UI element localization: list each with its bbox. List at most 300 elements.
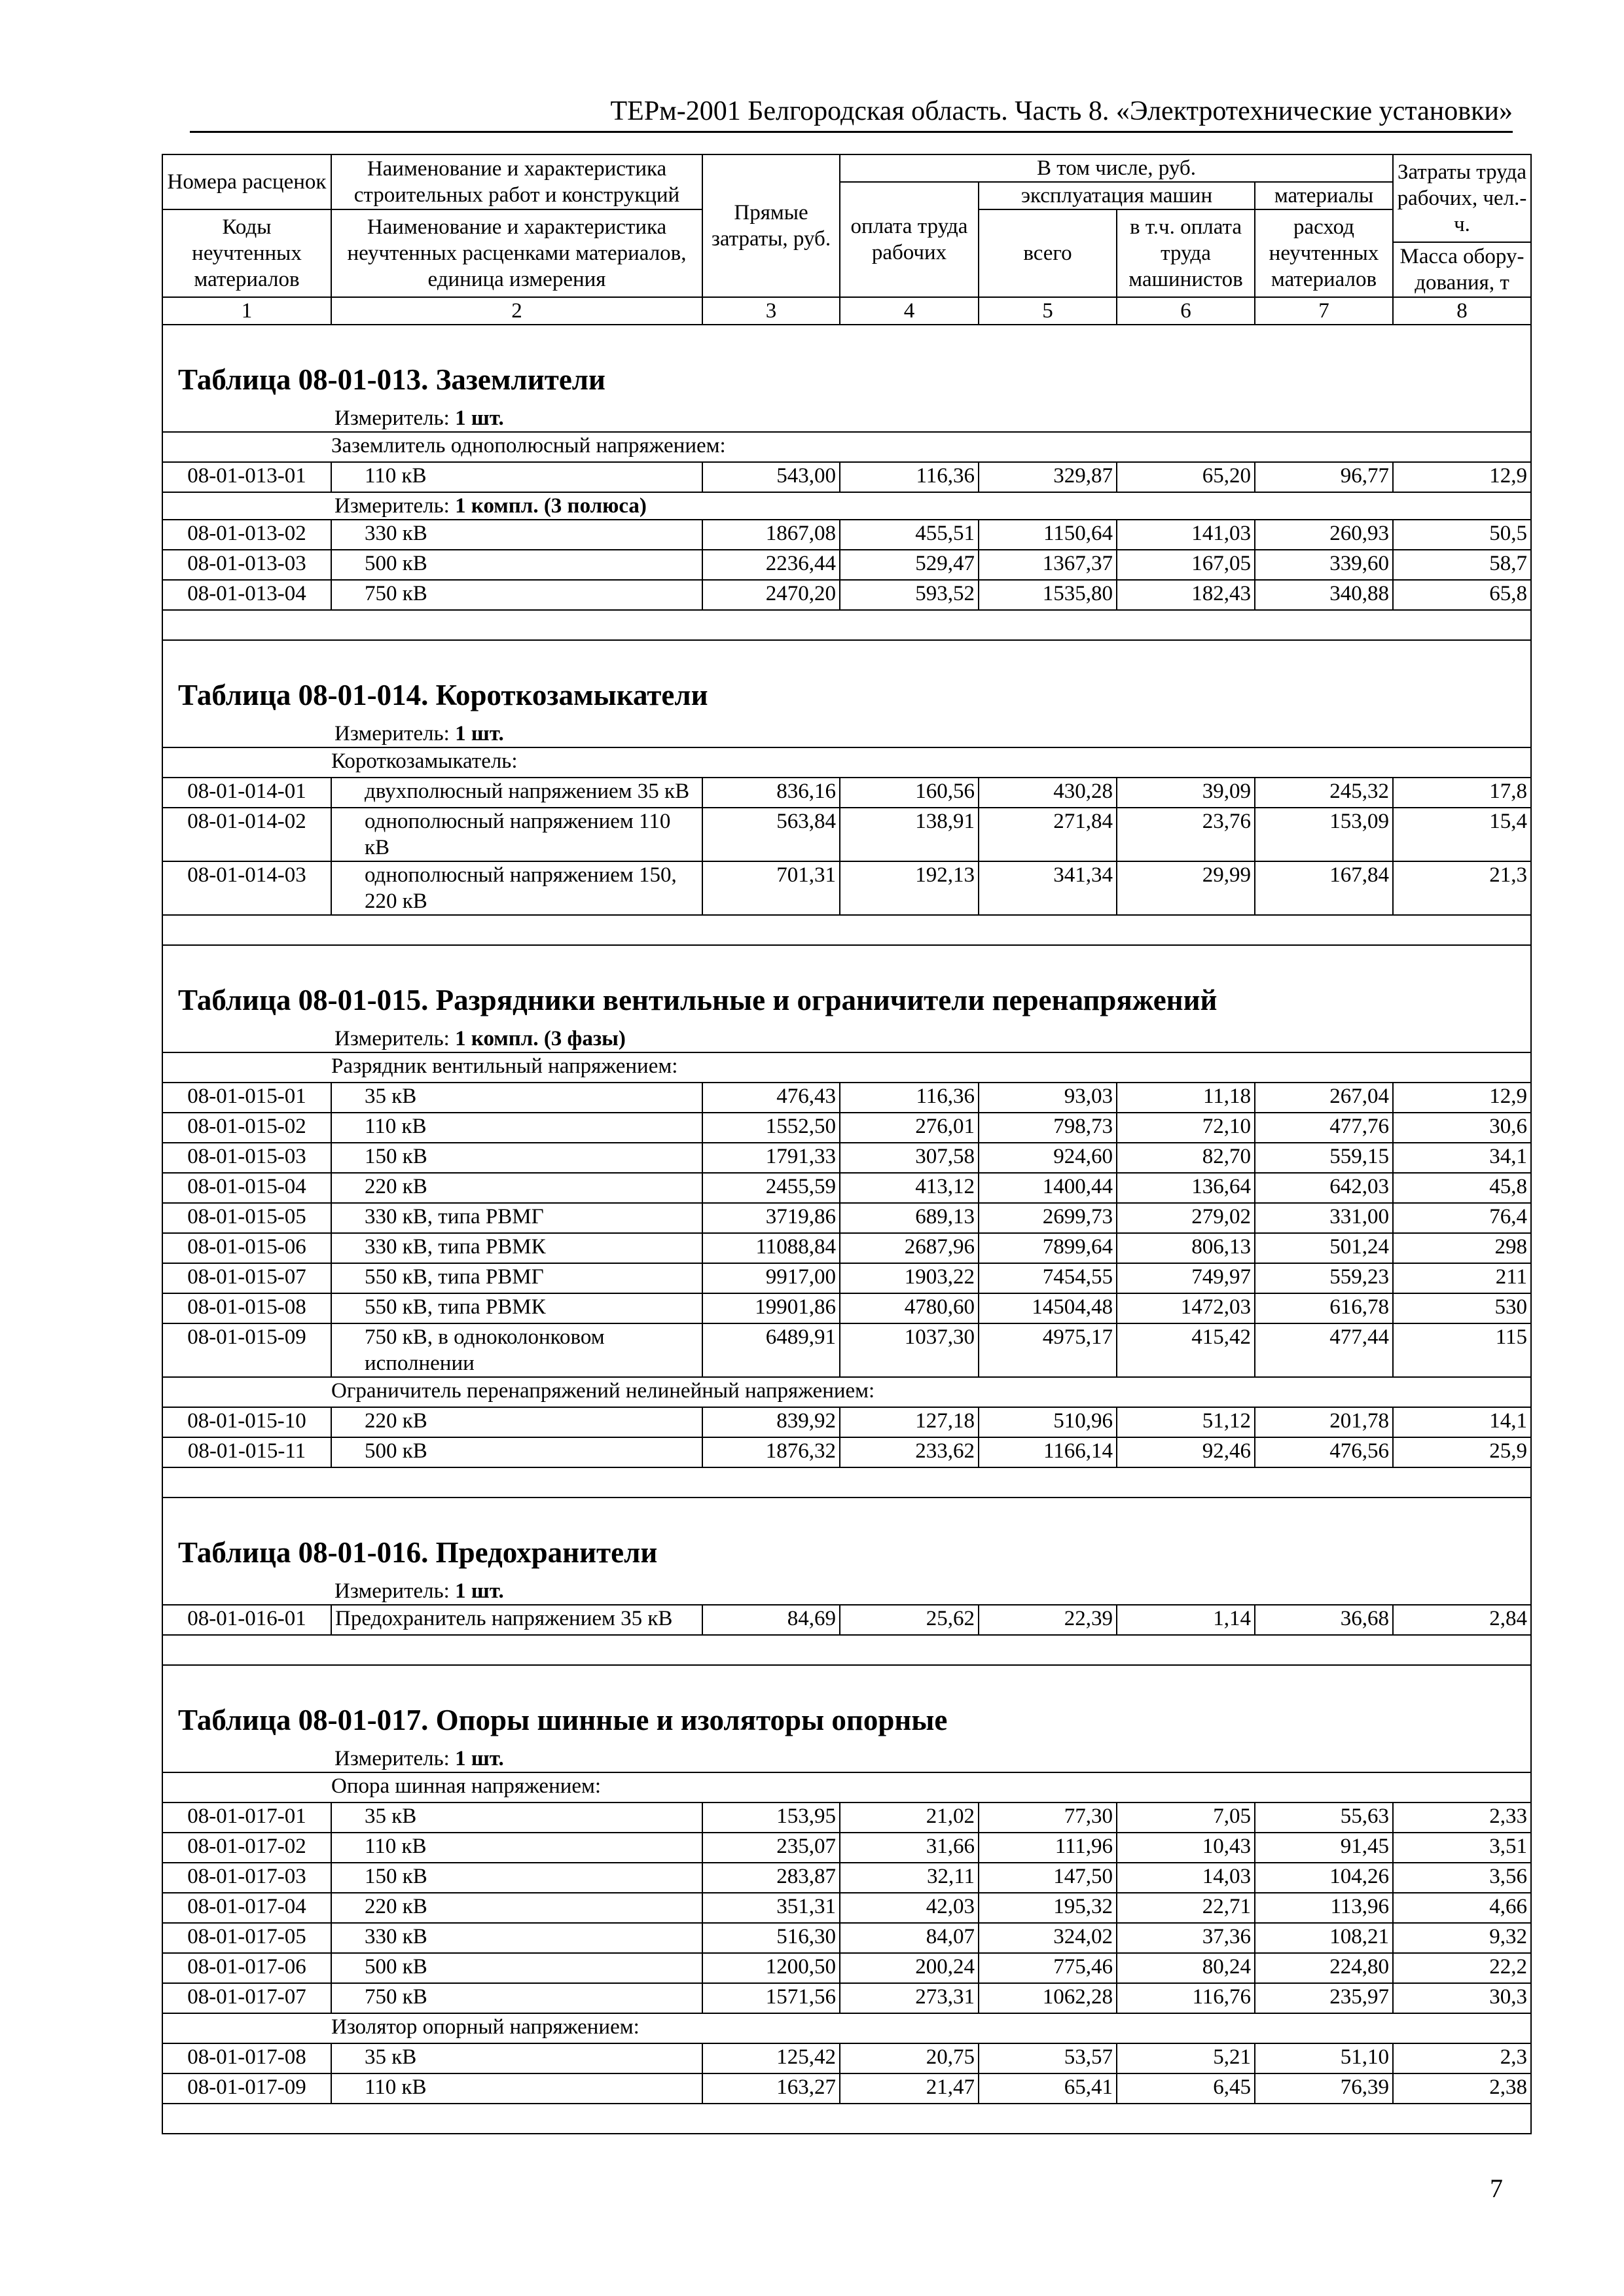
machines-total: 1400,44 xyxy=(979,1173,1117,1203)
labor-pay: 138,91 xyxy=(840,808,979,861)
materials-cost: 113,96 xyxy=(1255,1893,1393,1923)
rate-code: 08-01-015-02 xyxy=(162,1113,331,1143)
machines-total: 341,34 xyxy=(979,861,1117,915)
labor-hours: 50,5 xyxy=(1393,520,1531,550)
table-row xyxy=(162,462,1531,492)
direct-cost: 153,95 xyxy=(702,1803,840,1833)
labor-hours: 25,9 xyxy=(1393,1437,1531,1467)
measure-cell xyxy=(162,1026,1531,1052)
machinists-pay: 92,46 xyxy=(1117,1437,1255,1467)
labor-pay: 4780,60 xyxy=(840,1293,979,1323)
measure-label: Измеритель: xyxy=(334,406,450,430)
machinists-pay: 415,42 xyxy=(1117,1323,1255,1377)
machinists-pay: 6,45 xyxy=(1117,2073,1255,2104)
work-name: 35 кВ xyxy=(331,2043,702,2073)
direct-cost: 1200,50 xyxy=(702,1953,840,1983)
rate-code: 08-01-017-04 xyxy=(162,1893,331,1923)
machines-total: 1367,37 xyxy=(979,550,1117,580)
table-row xyxy=(162,861,1531,915)
direct-cost: 2455,59 xyxy=(702,1173,840,1203)
machines-total: 14504,48 xyxy=(979,1293,1117,1323)
spacer-cell xyxy=(162,1635,1531,1665)
rate-code: 08-01-015-11 xyxy=(162,1437,331,1467)
col5-header: всего xyxy=(979,209,1117,297)
col8-header-top: Затраты труда рабочих, чел.-ч. xyxy=(1393,154,1531,242)
work-name: 500 кВ xyxy=(331,1437,702,1467)
machinists-pay: 279,02 xyxy=(1117,1203,1255,1233)
direct-cost: 6489,91 xyxy=(702,1323,840,1377)
spacer-cell xyxy=(162,915,1531,945)
section-title-row xyxy=(162,640,1531,721)
materials-cost: 267,04 xyxy=(1255,1083,1393,1113)
section-title: Таблица 08-01-017. Опоры шинные и изоляторы опорные xyxy=(178,1704,948,1736)
rate-code: 08-01-017-08 xyxy=(162,2043,331,2073)
labor-hours: 12,9 xyxy=(1393,1083,1531,1113)
work-name: двухполюсный напряжением 35 кВ xyxy=(331,778,702,808)
materials-cost: 477,76 xyxy=(1255,1113,1393,1143)
table-row xyxy=(162,778,1531,808)
machines-total: 324,02 xyxy=(979,1923,1117,1953)
materials-cost: 201,78 xyxy=(1255,1407,1393,1437)
materials-cost: 108,21 xyxy=(1255,1923,1393,1953)
rate-code: 08-01-016-01 xyxy=(162,1605,331,1635)
group-row xyxy=(162,1052,1531,1083)
rate-code: 08-01-017-09 xyxy=(162,2073,331,2104)
direct-cost: 516,30 xyxy=(702,1923,840,1953)
materials-cost: 245,32 xyxy=(1255,778,1393,808)
labor-pay: 116,36 xyxy=(840,1083,979,1113)
measure-label: Измеритель: xyxy=(334,1747,450,1770)
measure-value: 1 компл. (3 полюса) xyxy=(455,494,647,518)
rate-code: 08-01-017-05 xyxy=(162,1923,331,1953)
section-title-row xyxy=(162,1665,1531,1746)
work-name: 550 кВ, типа РВМК xyxy=(331,1293,702,1323)
labor-pay: 455,51 xyxy=(840,520,979,550)
rate-code: 08-01-015-05 xyxy=(162,1203,331,1233)
table-row xyxy=(162,2043,1531,2073)
machines-total: 147,50 xyxy=(979,1863,1117,1893)
direct-cost: 839,92 xyxy=(702,1407,840,1437)
machinists-pay: 116,76 xyxy=(1117,1983,1255,2013)
rate-code: 08-01-014-02 xyxy=(162,808,331,861)
group-heading: Заземлитель однополюсный напряжением: xyxy=(162,432,1531,462)
machines-total: 1166,14 xyxy=(979,1437,1117,1467)
col1-header-top: Номера расценок xyxy=(162,154,331,209)
measure-row xyxy=(162,1746,1531,1772)
machinists-pay: 14,03 xyxy=(1117,1863,1255,1893)
section-title: Таблица 08-01-016. Предохранители xyxy=(178,1536,658,1569)
machinists-pay: 749,97 xyxy=(1117,1263,1255,1293)
materials-cost: 153,09 xyxy=(1255,808,1393,861)
work-name: 750 кВ xyxy=(331,1983,702,2013)
labor-pay: 273,31 xyxy=(840,1983,979,2013)
machinists-pay: 29,99 xyxy=(1117,861,1255,915)
machines-total: 22,39 xyxy=(979,1605,1117,1635)
labor-pay: 116,36 xyxy=(840,462,979,492)
machines-total: 77,30 xyxy=(979,1803,1117,1833)
labor-hours: 298 xyxy=(1393,1233,1531,1263)
labor-hours: 58,7 xyxy=(1393,550,1531,580)
work-name: 110 кВ xyxy=(331,462,702,492)
labor-pay: 127,18 xyxy=(840,1407,979,1437)
machines-total: 4975,17 xyxy=(979,1323,1117,1377)
labor-hours: 12,9 xyxy=(1393,462,1531,492)
table-row xyxy=(162,1203,1531,1233)
materials-cost: 36,68 xyxy=(1255,1605,1393,1635)
machines-total: 195,32 xyxy=(979,1893,1117,1923)
work-name: 150 кВ xyxy=(331,1863,702,1893)
materials-header: материалы xyxy=(1255,182,1393,209)
labor-hours: 2,3 xyxy=(1393,2043,1531,2073)
labor-pay: 233,62 xyxy=(840,1437,979,1467)
materials-cost: 260,93 xyxy=(1255,520,1393,550)
materials-cost: 331,00 xyxy=(1255,1203,1393,1233)
table-row xyxy=(162,1803,1531,1833)
machinists-pay: 11,18 xyxy=(1117,1083,1255,1113)
machines-total: 111,96 xyxy=(979,1833,1117,1863)
work-name: 110 кВ xyxy=(331,2073,702,2104)
materials-cost: 476,56 xyxy=(1255,1437,1393,1467)
direct-cost: 701,31 xyxy=(702,861,840,915)
table-row xyxy=(162,1113,1531,1143)
labor-hours: 15,4 xyxy=(1393,808,1531,861)
rate-code: 08-01-014-03 xyxy=(162,861,331,915)
direct-cost: 84,69 xyxy=(702,1605,840,1635)
labor-hours: 211 xyxy=(1393,1263,1531,1293)
table-row xyxy=(162,580,1531,610)
work-name: 750 кВ xyxy=(331,580,702,610)
work-name: 330 кВ xyxy=(331,520,702,550)
direct-cost: 9917,00 xyxy=(702,1263,840,1293)
section-title-row xyxy=(162,1498,1531,1578)
labor-pay: 2687,96 xyxy=(840,1233,979,1263)
machines-total: 65,41 xyxy=(979,2073,1117,2104)
direct-cost: 563,84 xyxy=(702,808,840,861)
work-name: 500 кВ xyxy=(331,550,702,580)
direct-cost: 283,87 xyxy=(702,1863,840,1893)
labor-hours: 3,51 xyxy=(1393,1833,1531,1863)
machinists-pay: 72,10 xyxy=(1117,1113,1255,1143)
spacer-cell xyxy=(162,2104,1531,2134)
rate-code: 08-01-017-02 xyxy=(162,1833,331,1863)
section-title-row xyxy=(162,325,1531,405)
work-name: однополюсный напряжением 150, 220 кВ xyxy=(331,861,702,915)
machinists-pay: 806,13 xyxy=(1117,1233,1255,1263)
col6-header: в т.ч. оплата труда машинистов xyxy=(1117,209,1255,297)
machines-total: 430,28 xyxy=(979,778,1117,808)
direct-cost: 476,43 xyxy=(702,1083,840,1113)
table-row xyxy=(162,1263,1531,1293)
work-name: 220 кВ xyxy=(331,1407,702,1437)
labor-hours: 22,2 xyxy=(1393,1953,1531,1983)
materials-cost: 96,77 xyxy=(1255,462,1393,492)
machines-total: 775,46 xyxy=(979,1953,1117,1983)
measure-row xyxy=(162,1578,1531,1605)
measure-cell xyxy=(162,1746,1531,1772)
machines-total: 2699,73 xyxy=(979,1203,1117,1233)
work-name: 750 кВ, в одноколонковом исполнении xyxy=(331,1323,702,1377)
labor-pay: 32,11 xyxy=(840,1863,979,1893)
direct-cost: 3719,86 xyxy=(702,1203,840,1233)
rate-code: 08-01-015-03 xyxy=(162,1143,331,1173)
labor-pay: 160,56 xyxy=(840,778,979,808)
table-row xyxy=(162,520,1531,550)
machinists-pay: 5,21 xyxy=(1117,2043,1255,2073)
labor-pay: 689,13 xyxy=(840,1203,979,1233)
labor-pay: 42,03 xyxy=(840,1893,979,1923)
materials-cost: 76,39 xyxy=(1255,2073,1393,2104)
materials-cost: 91,45 xyxy=(1255,1833,1393,1863)
column-number: 7 xyxy=(1255,297,1393,325)
rates-table xyxy=(162,154,1532,2134)
measure-cell xyxy=(162,405,1531,432)
labor-hours: 21,3 xyxy=(1393,861,1531,915)
rate-code: 08-01-015-09 xyxy=(162,1323,331,1377)
machines-total: 7454,55 xyxy=(979,1263,1117,1293)
materials-cost: 167,84 xyxy=(1255,861,1393,915)
rate-code: 08-01-015-08 xyxy=(162,1293,331,1323)
materials-cost: 339,60 xyxy=(1255,550,1393,580)
machines-total: 7899,64 xyxy=(979,1233,1117,1263)
table-row xyxy=(162,1863,1531,1893)
section-title-row xyxy=(162,945,1531,1026)
direct-cost: 125,42 xyxy=(702,2043,840,2073)
labor-hours: 2,84 xyxy=(1393,1605,1531,1635)
labor-pay: 529,47 xyxy=(840,550,979,580)
group-heading: Ограничитель перенапряжений нелинейный напряжением: xyxy=(162,1377,1531,1407)
rate-code: 08-01-013-02 xyxy=(162,520,331,550)
labor-pay: 276,01 xyxy=(840,1113,979,1143)
table-row xyxy=(162,1923,1531,1953)
work-name: Предохранитель напряжением 35 кВ xyxy=(331,1605,702,1635)
materials-cost: 224,80 xyxy=(1255,1953,1393,1983)
materials-cost: 51,10 xyxy=(1255,2043,1393,2073)
materials-cost: 559,15 xyxy=(1255,1143,1393,1173)
group-heading: Разрядник вентильный напряжением: xyxy=(162,1052,1531,1083)
table-row xyxy=(162,1953,1531,1983)
machinists-pay: 1472,03 xyxy=(1117,1293,1255,1323)
col3-header: Прямые затраты, руб. xyxy=(702,154,840,297)
materials-cost: 616,78 xyxy=(1255,1293,1393,1323)
table-row xyxy=(162,1083,1531,1113)
section-title-cell xyxy=(162,945,1531,1026)
work-name: 550 кВ, типа РВМГ xyxy=(331,1263,702,1293)
materials-cost: 477,44 xyxy=(1255,1323,1393,1377)
materials-cost: 559,23 xyxy=(1255,1263,1393,1293)
direct-cost: 11088,84 xyxy=(702,1233,840,1263)
page-number: 7 xyxy=(1490,2174,1503,2203)
rate-code: 08-01-017-03 xyxy=(162,1863,331,1893)
labor-hours: 2,38 xyxy=(1393,2073,1531,2104)
rate-code: 08-01-013-04 xyxy=(162,580,331,610)
table-row xyxy=(162,1983,1531,2013)
measure-row xyxy=(162,721,1531,747)
machinists-pay: 37,36 xyxy=(1117,1923,1255,1953)
labor-hours: 76,4 xyxy=(1393,1203,1531,1233)
direct-cost: 1867,08 xyxy=(702,520,840,550)
labor-hours: 14,1 xyxy=(1393,1407,1531,1437)
incl-header: В том числе, руб. xyxy=(840,154,1393,182)
machinists-pay: 7,05 xyxy=(1117,1803,1255,1833)
col2-header-bottom: Наименование и характеристика неучтенных расценками материалов, единица измерения xyxy=(331,209,702,297)
direct-cost: 1791,33 xyxy=(702,1143,840,1173)
labor-pay: 413,12 xyxy=(840,1173,979,1203)
work-name: 500 кВ xyxy=(331,1953,702,1983)
measure-cell xyxy=(162,721,1531,747)
table-row xyxy=(162,1437,1531,1467)
section-spacer xyxy=(162,915,1531,945)
labor-pay: 25,62 xyxy=(840,1605,979,1635)
group-row xyxy=(162,1377,1531,1407)
direct-cost: 163,27 xyxy=(702,2073,840,2104)
labor-hours: 45,8 xyxy=(1393,1173,1531,1203)
running-header: ТЕРм-2001 Белгородская область. Часть 8. «Электротехнические установки» xyxy=(190,92,1513,133)
section-spacer xyxy=(162,1635,1531,1665)
machines-header: эксплуатация машин xyxy=(979,182,1255,209)
column-number: 4 xyxy=(840,297,979,325)
spacer-cell xyxy=(162,1467,1531,1498)
group-row xyxy=(162,432,1531,462)
table-row xyxy=(162,550,1531,580)
direct-cost: 2236,44 xyxy=(702,550,840,580)
materials-cost: 104,26 xyxy=(1255,1863,1393,1893)
measure-row xyxy=(162,405,1531,432)
rate-code: 08-01-013-01 xyxy=(162,462,331,492)
direct-cost: 19901,86 xyxy=(702,1293,840,1323)
measure-value: 1 шт. xyxy=(455,722,504,745)
measure-label: Измеритель: xyxy=(334,722,450,745)
machinists-pay: 1,14 xyxy=(1117,1605,1255,1635)
labor-hours: 530 xyxy=(1393,1293,1531,1323)
measure-row xyxy=(162,1026,1531,1052)
machines-total: 271,84 xyxy=(979,808,1117,861)
machines-total: 798,73 xyxy=(979,1113,1117,1143)
measure-label: Измеритель: xyxy=(334,494,450,518)
direct-cost: 543,00 xyxy=(702,462,840,492)
table-header xyxy=(162,154,1531,325)
machinists-pay: 82,70 xyxy=(1117,1143,1255,1173)
work-name: 330 кВ xyxy=(331,1923,702,1953)
col4-header: оплата труда рабочих xyxy=(840,182,979,297)
measure-value: 1 шт. xyxy=(455,1747,504,1770)
direct-cost: 351,31 xyxy=(702,1893,840,1923)
column-number: 5 xyxy=(979,297,1117,325)
machinists-pay: 51,12 xyxy=(1117,1407,1255,1437)
labor-pay: 20,75 xyxy=(840,2043,979,2073)
rate-code: 08-01-017-01 xyxy=(162,1803,331,1833)
machinists-pay: 22,71 xyxy=(1117,1893,1255,1923)
column-number: 3 xyxy=(702,297,840,325)
labor-pay: 192,13 xyxy=(840,861,979,915)
work-name: 220 кВ xyxy=(331,1173,702,1203)
machinists-pay: 167,05 xyxy=(1117,550,1255,580)
table-row xyxy=(162,1893,1531,1923)
labor-hours: 9,32 xyxy=(1393,1923,1531,1953)
table-row xyxy=(162,808,1531,861)
rate-code: 08-01-015-01 xyxy=(162,1083,331,1113)
table-row xyxy=(162,1233,1531,1263)
machines-total: 510,96 xyxy=(979,1407,1117,1437)
machinists-pay: 141,03 xyxy=(1117,520,1255,550)
section-spacer xyxy=(162,610,1531,640)
machines-total: 924,60 xyxy=(979,1143,1117,1173)
section-title-cell xyxy=(162,1665,1531,1746)
machinists-pay: 80,24 xyxy=(1117,1953,1255,1983)
rate-code: 08-01-015-10 xyxy=(162,1407,331,1437)
work-name: 110 кВ xyxy=(331,1113,702,1143)
labor-pay: 21,02 xyxy=(840,1803,979,1833)
labor-pay: 21,47 xyxy=(840,2073,979,2104)
measure-value: 1 компл. (3 фазы) xyxy=(455,1027,626,1050)
machinists-pay: 65,20 xyxy=(1117,462,1255,492)
direct-cost: 1571,56 xyxy=(702,1983,840,2013)
table-row xyxy=(162,1407,1531,1437)
col7-header: расход неучтенных материалов xyxy=(1255,209,1393,297)
col8-header-bottom: Масса обору-дования, т xyxy=(1393,242,1531,297)
column-number: 1 xyxy=(162,297,331,325)
direct-cost: 235,07 xyxy=(702,1833,840,1863)
measure-label: Измеритель: xyxy=(334,1027,450,1050)
work-name: 150 кВ xyxy=(331,1143,702,1173)
section-spacer xyxy=(162,2104,1531,2134)
section-title-cell xyxy=(162,1498,1531,1578)
labor-pay: 31,66 xyxy=(840,1833,979,1863)
machinists-pay: 136,64 xyxy=(1117,1173,1255,1203)
labor-hours: 17,8 xyxy=(1393,778,1531,808)
machines-total: 329,87 xyxy=(979,462,1117,492)
group-row xyxy=(162,2013,1531,2043)
labor-hours: 4,66 xyxy=(1393,1893,1531,1923)
labor-hours: 30,3 xyxy=(1393,1983,1531,2013)
machines-total: 93,03 xyxy=(979,1083,1117,1113)
table-row xyxy=(162,1323,1531,1377)
machines-total: 53,57 xyxy=(979,2043,1117,2073)
rate-code: 08-01-014-01 xyxy=(162,778,331,808)
materials-cost: 501,24 xyxy=(1255,1233,1393,1263)
group-heading: Изолятор опорный напряжением: xyxy=(162,2013,1531,2043)
column-number: 2 xyxy=(331,297,702,325)
machines-total: 1150,64 xyxy=(979,520,1117,550)
col1-header-bottom: Коды неучтенных материалов xyxy=(162,209,331,297)
labor-hours: 3,56 xyxy=(1393,1863,1531,1893)
section-title: Таблица 08-01-015. Разрядники вентильные и ограничители перенапряжений xyxy=(178,984,1218,1016)
spacer-cell xyxy=(162,610,1531,640)
labor-hours: 30,6 xyxy=(1393,1113,1531,1143)
materials-cost: 235,97 xyxy=(1255,1983,1393,2013)
column-number: 8 xyxy=(1393,297,1531,325)
group-heading: Опора шинная напряжением: xyxy=(162,1772,1531,1803)
labor-hours: 2,33 xyxy=(1393,1803,1531,1833)
table-row xyxy=(162,1293,1531,1323)
direct-cost: 2470,20 xyxy=(702,580,840,610)
measure-label: Измеритель: xyxy=(334,1579,450,1603)
rate-code: 08-01-017-06 xyxy=(162,1953,331,1983)
machinists-pay: 39,09 xyxy=(1117,778,1255,808)
work-name: 220 кВ xyxy=(331,1893,702,1923)
measure-row xyxy=(162,492,1531,520)
work-name: 35 кВ xyxy=(331,1803,702,1833)
column-number: 6 xyxy=(1117,297,1255,325)
labor-pay: 307,58 xyxy=(840,1143,979,1173)
work-name: 35 кВ xyxy=(331,1083,702,1113)
table-row xyxy=(162,1605,1531,1635)
table-body xyxy=(162,325,1531,2134)
measure-cell xyxy=(162,1578,1531,1605)
group-heading: Короткозамыкатель: xyxy=(162,747,1531,778)
work-name: однополюсный напряжением 110 кВ xyxy=(331,808,702,861)
machinists-pay: 23,76 xyxy=(1117,808,1255,861)
machinists-pay: 182,43 xyxy=(1117,580,1255,610)
